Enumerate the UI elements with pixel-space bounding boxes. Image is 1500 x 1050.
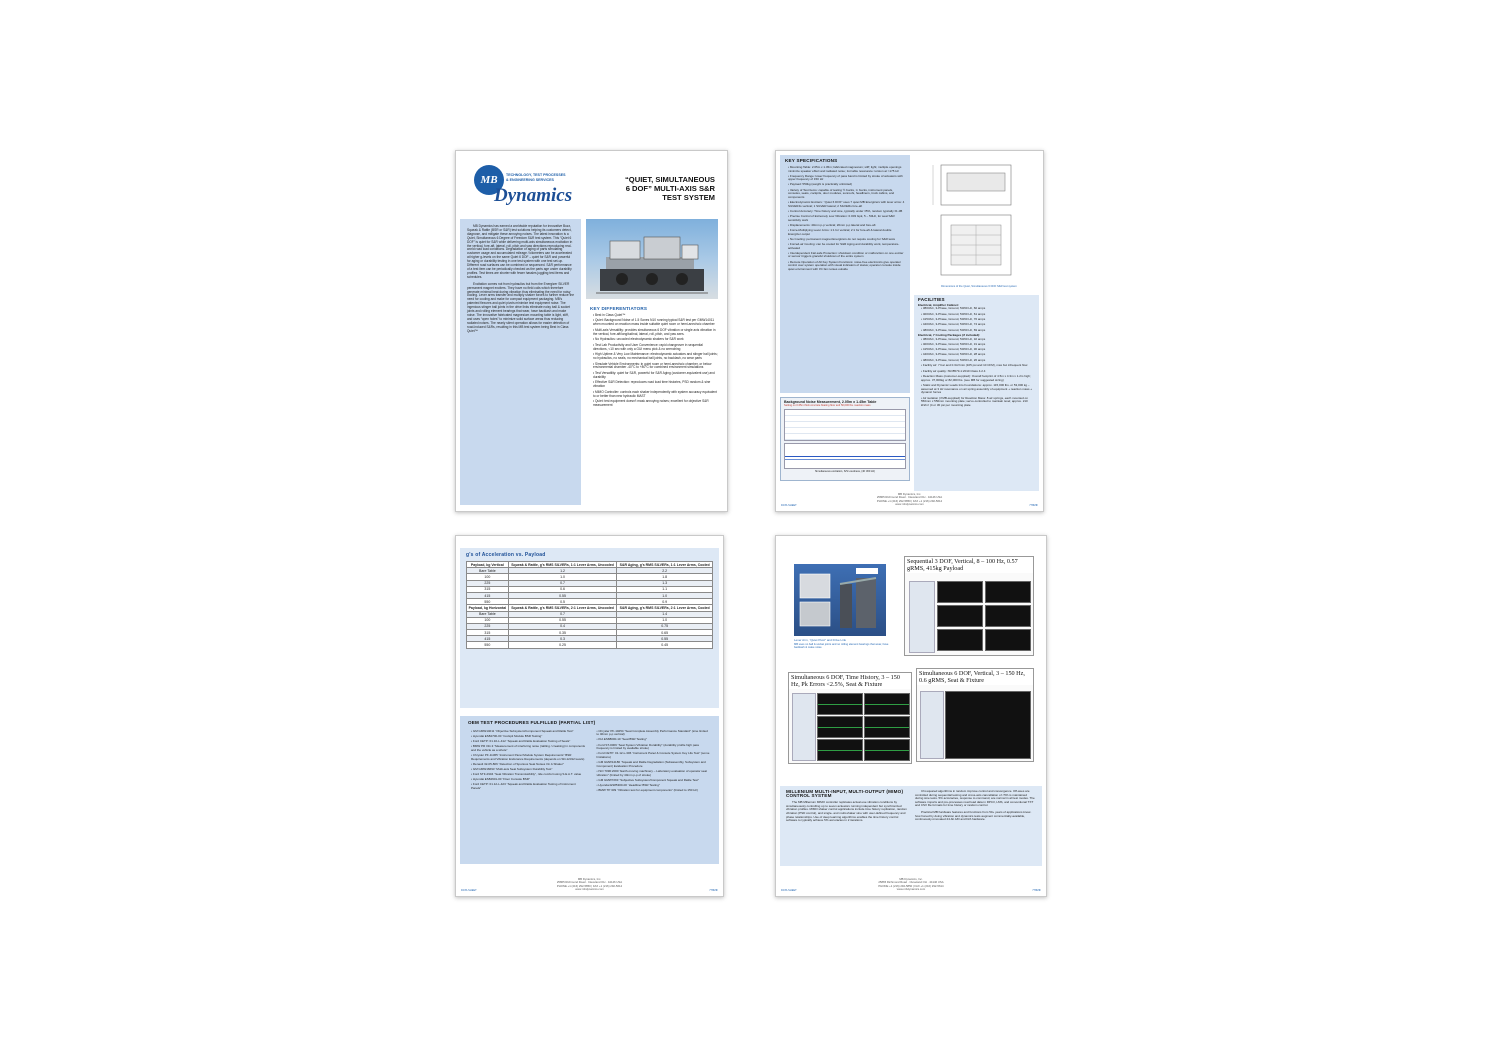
table-row: 315 0.35 0.65 <box>467 630 713 636</box>
footer-right-label: 778MIF <box>1029 504 1038 507</box>
differentiator-item: • High Uptime & Very Low Maintenance: electrodynamic actuators and stinger ball joints; no hydraulics, no seals, no mechanical ball joints, no backlash, no wear parts <box>593 352 718 361</box>
footer-company: MB Dynamics, Inc. <box>899 876 923 881</box>
facilities-header: FACILITIES <box>918 297 945 302</box>
noise-subtitle: Setting on 0.65m thick concrete floating floor and 50,000 lbs. reaction mass <box>784 404 871 407</box>
title-line-2: 6 DOF” MULTI-AXIS S&R <box>625 184 715 193</box>
oem-item: • GM GMW7293 “Subjective Subsystem/Component Squeak and Rattle Test” <box>596 777 699 782</box>
acceleration-header: g's of Acceleration vs. Payload <box>466 552 546 558</box>
differentiator-item: • Simulate Vehicle Environments: in quiet room or hemi-anechoic chamber, or below environmental chamber -40°C to +80°C for combined environment simulations <box>593 361 712 370</box>
facilities-panel <box>914 295 1039 491</box>
oem-item: • Hyundai ES84601-00 “Floor Console BSR” <box>471 777 530 782</box>
page-3 <box>455 535 724 897</box>
footer-left-label: DATA SHEET <box>781 504 797 507</box>
table-row: 415 0.55 1.0 <box>467 592 713 598</box>
mimo-panel <box>780 786 1042 866</box>
footer-right-label: 778MIF <box>709 889 718 892</box>
controller-screenshot-2 <box>788 672 912 764</box>
footer-left-label: DATA SHEET <box>781 889 797 892</box>
oem-list-left <box>468 730 586 795</box>
footer-address: 25865 Richmond Road · Cleveland OH · 44146 USA <box>556 880 623 885</box>
mimo-header: MILLENIUM MULTI-INPUT, MULTI-OUTPUT (MIMO) CONTROL SYSTEM <box>786 789 904 798</box>
noise-caption: Simultaneous excitation, S/S Loudness, (4F 300 Hz) <box>814 470 876 473</box>
spec-item: • Electrodynamic Exciters: “Quiet 6 DOF” uses 7 quiet MB Energizers with lever arms: 4 SILVER4s vertical; 1 SILVER lateral; 2 SILVERs fore-aft <box>788 200 905 208</box>
table-row: 225 0.4 0.75 <box>467 623 713 629</box>
differentiator-item: • Quiet: test equipment doesn't mask annoying noises; excellent for objective S&R measurement <box>593 399 709 408</box>
intro-paragraph-1: MB Dynamics has earned a worldwide reputation for innovative Buzz, Squeak & Rattle (BSR or S&R) test solutions helping its customers detect, diagnose, and mitigate these annoying noises. The latest innovation is a Quiet, Simultaneous 6 Degree of Freedom S&R test system. This “Quiet 6 DOF” is quiet for S&R while delivering multi-axis simultaneous excitation in the vertical, fore-aft, lateral, roll, pitch and yaw directions reproducing real-world road load conditions. Degradation or aging of parts simulating customer usage and accumulated mileage / kilometers can be accelerated at higher g-levels on the same Quiet 6 DOF – quiet for S&R and powerful for aging or durability testing in one test system with one test set-up. Different road surfaces can be combined or sequenced. S&R performance of a test item can be periodically checked as the parts age under durability profiles. Test times are shorter with fewer hassles juggling test items and schedules. <box>467 224 573 279</box>
facility-other-list <box>918 364 1035 407</box>
spec-item: • Displacements: 40mm p-p vertical; 20mm p-p lateral and fore-aft <box>788 222 876 227</box>
oem-item: • Ford CETP: 01.12-L-306 “Instrument Panel & Console System Key Life Test” (some limitations) <box>596 751 710 759</box>
oem-item: • BMW TP 309 “Vibration test for equipment components” (limited to 150 Hz) <box>596 788 698 793</box>
spec-item: • Force-Multiplying Lever Arms: 1:1 for vertical; 2:1 for fore-aft & lateral double Energizer output <box>788 227 892 236</box>
oem-item: • Hyundai ES85300-00 “Headliner BSR Testing” <box>596 782 660 787</box>
mimo-paragraph-1: The MB Millenium MIMO controller replicates actual-use vibration conditions by simultaneously controlling up to seven actuators running independent but synchronized vibration profiles. MIMO shaker control applications include time history replication, random vibration (PSD control), and single- and multi-shaker sine with user-defined frequency and phase relationships. Use of deep learning algorithms enables the time history control software to typically achieve 5% accuracies in 2 iterations. <box>786 800 907 823</box>
differentiators-header: KEY DIFFERENTIATORS <box>590 306 648 311</box>
lever-arm-photo <box>794 564 886 636</box>
spec-list <box>785 166 905 271</box>
test-system-photo <box>586 219 718 299</box>
dimension-drawing <box>921 159 1033 287</box>
spec-item: • Remote Operation of All Key System Functions: noise-free electronics give operator control over system operation with visual indicators of status; operator console inside quiet environment with I²C fan noises outside <box>788 259 901 271</box>
table-row: Bare Table 0.7 1.4 <box>467 611 713 617</box>
oem-columns <box>468 730 711 795</box>
table-row: 100 0.55 1.0 <box>467 617 713 623</box>
footer-phone: PHONE +1 (216) 292-5850 | FAX +1 (216) 292-5614 <box>556 883 623 888</box>
screenshot-2-title: Simultaneous 6 DOF, Time History, 3 – 150 Hz, Pk Errors <2.5%, Seat & Fixture <box>789 673 911 689</box>
controller-screenshot-1 <box>904 556 1034 656</box>
differentiator-item: • Best in Class Quiet™ <box>593 312 626 317</box>
vertical-acceleration-table <box>466 561 713 649</box>
footer-company: MB Dynamics, Inc. <box>577 876 602 881</box>
key-differentiators <box>590 307 718 410</box>
mimo-right-column <box>915 790 1036 823</box>
facility-item: • Facility air: 7 bar and 0.3m³/min (105 psi and 10 CFM), max but infrequent flow <box>921 363 1028 368</box>
oem-header: OEM TEST PROCEDURES FULFILLED (PARTIAL LIST) <box>468 720 596 725</box>
page-2 <box>775 150 1044 512</box>
facility-item: • 415VAC, 3-Phase, Ground, 50/60 Hz, 76 amps <box>921 317 986 321</box>
shaker-rig-illustration <box>586 219 718 299</box>
differentiator-list <box>590 314 718 408</box>
mimo-paragraph-3: Practical MB hardware features and functions from 50+ years of applications know-how honed by doing vibration and dynamics tests augment commercially-available, continuously-innovated 24-bit A/D and D/A hardware. <box>915 809 1032 822</box>
facility-item: • 380VAC, 3-Phase, Ground, 50/60 Hz, 32 amps <box>921 336 986 341</box>
oem-item: • Ford STF-2904 “Seat Vibration Transmissibility”, ride comfort using S.E.A.T. value <box>471 772 582 777</box>
facility-item: • Facility air quality: ISO8573-1:2010 Class 4.2.4 <box>921 368 986 373</box>
page-4 <box>775 535 1047 897</box>
column-header: Payload, kg Vertical <box>467 562 509 568</box>
mimo-columns <box>786 790 1036 823</box>
oem-item: • Hyundai ES84700-00 “Cockpit Module BSR Testing” <box>471 733 543 738</box>
facility-item: • 400VAC, 3-Phase, Ground, 50/60 Hz, 61 amps <box>921 311 986 316</box>
amp-cabinet-list <box>918 307 1035 332</box>
cooling-packages-label: Electrical, 7 Cooling Packages (if included): <box>918 332 981 337</box>
footer-web[interactable]: www.mbdynamics.com <box>575 887 604 892</box>
oem-item: • Chrysler PF-11365 “Instrument Panel Module System Requirements” BSR Requirements and Vibration Endurance Requirements (depends on SD-12312 levels) <box>471 752 585 761</box>
column-header: Payload, kg Horizontal <box>467 605 509 611</box>
logo-tagline-1: TECHNOLOGY, TEST PROCESSES <box>506 173 566 177</box>
page-footer <box>776 878 1046 892</box>
oem-item: • BMW PR 311.3 “Measurement of interfering noise (rattling / creaking) in components and the vehicle as a whole” <box>471 744 586 752</box>
intro-paragraph-2: Excitation comes not from hydraulics but from the Energizer SILVER permanent magnet exciters. They have no field coils which therefore generate minimal heat during vibration thus eliminating the need for noisy cooling. Lever arms transfer and multiply shaker forces to further reduce the need for cooling and make for compact equipment packaging. MB's patented flexures and quiet pivots minimize test equipment noise. The ingenious stinger ball joints in the drive links eliminate noisy ball & socket joints and rolling element bearings that wear, have backlash and make noise. The innovative fabricated magnesium mounting table is light, stiff, and uses “open holes” to minimize solid surface areas thus reducing radiated noises. The nearly silent operation allows for easier detection of road-induced S&Rs, resulting in this MB test system being Best in Class Quiet™ <box>467 281 575 333</box>
mb-dynamics-logo <box>474 165 589 213</box>
differentiator-item: • No Hydraulics: uncooled electrodynamic shakers for S&R work <box>593 337 684 342</box>
spec-item: • Precise Control of Extremely Low Vibration: 0.003 Gpk, 5 – 50Hz, for seat S&R sensitivity work <box>788 214 895 222</box>
spec-item: • Variety of Test Items: capable of testing ½ bucks, ¾ bucks, instrument panels, consoles, seats, cockpits, door modules, sunroofs, headliners, truck cabins, and components <box>788 187 895 199</box>
spec-item: • Interdependent Fail-safe Protection: shutdown condition or malfunction on one exciter or sensor triggers graceful shutdown of the entire system <box>788 250 904 259</box>
footer-address: 25865 Richmond Road · Cleveland OH · 44146 USA <box>876 495 943 500</box>
spec-item: • Control Accuracy: Time history and sine, typically under ±5%, random typically ±1 dB <box>788 208 903 213</box>
facility-item: • 380VAC, 3-Phase, Ground, 50/60 Hz, 60 amps <box>921 306 986 311</box>
footer-phone: PHONE +1 (216) 292-5850 | FAX +1 (216) 292-5614 <box>878 883 944 888</box>
logo-tagline-2: & ENGINEERING SERVICES <box>506 178 554 182</box>
cad-drawing <box>921 159 1033 287</box>
spec-item: • Mounting Table: 2.05m x 1.45m; fabricated magnesium; stiff; light; multiple openings minimize speaker effect and radiated noise; 1st table resonance: torsion at >175 Hz <box>788 164 902 173</box>
footer-right-label: 778MIF <box>1032 889 1041 892</box>
oem-item: • ISO 7096:2000 “Earth-moving machinery – Laboratory evaluation of operator seat vibration” (limited by 40mm p-p of stroke) <box>596 768 707 777</box>
oem-procedures-panel <box>460 716 719 864</box>
facility-item: • 480VAC, 3-Phase, Ground, 50/60 Hz, 69 amps <box>921 327 986 332</box>
screenshot-1-title: Sequential 3 DOF, Vertical, 8 – 100 Hz, 0.57 gRMS, 415kg Payload <box>905 557 1033 573</box>
photo-subcaption: MB uses no ball & socket joints and no rolling element bearings that wear, have backlash & make noise <box>794 643 889 650</box>
footer-web[interactable]: www.mbdynamics.com <box>896 887 926 892</box>
differentiator-item: • Test Lab Productivity and User Convenience: rapid changeover in sequential directions, <10 sec with only a GUI menu pick & no wrenching <box>593 342 703 351</box>
differentiator-item: • MIMO Controller: controls each shaker independently with system accuracy equivalent to or better than new hydraulic MAST <box>593 389 717 398</box>
screenshot-3-title: Simultaneous 6 DOF, Vertical, 3 – 150 Hz, 0.6 gRMS, Seat & Fixture <box>917 669 1033 685</box>
table-row: 225 0.7 1.3 <box>467 580 713 586</box>
controller-screenshot-3 <box>916 668 1034 762</box>
column-header: S&R Aging, g's RMS SILVERs, 2:1 Lever Arms, Cooled <box>617 605 713 611</box>
spec-item: • Forced-air Cooling: can be cooled for S&R Aging and durability work, temperature-activated <box>788 241 900 250</box>
oem-item: • GM GMW14011 “Objective Subsystem/Component Squeak and Rattle Test” <box>471 728 574 733</box>
page-title <box>625 175 715 202</box>
oem-item: • Chrysler PF-10254 “Seat Complete Assembly Performance Standard” (sine limited to 40mm p-p vertical) <box>596 728 708 737</box>
title-line-1: “QUIET, SIMULTANEOUS <box>625 175 715 184</box>
page-footer <box>776 493 1043 507</box>
mimo-paragraph-2: Chi-squared algorithms in random improve control and convergence. Off-axes are controlled during sequential testing and cross-axis cancellation of <5% is maintained during sine tests. 5% accuracies, response to command, are normal in all test modes. The software imports and pre-processes road load data in RPC3, LMS, and conventional TXT and CSV file formats for time history or random control. <box>915 789 1035 808</box>
specifications-header: KEY SPECIFICATIONS <box>785 158 838 163</box>
spec-item: • Payload: 550kg (weight is practically unlimited) <box>788 182 853 187</box>
oem-item: • GM GMW16693 “Multi-axis Seat Subsystem Durability Test” <box>471 766 553 771</box>
facility-item: • Static and Dynamic Loads Into Foundations: approx. 115,000 lbs. or 53,000 kg – assumed at 3 Hz resonance on air spring assembly of equipment + reaction mass + dynamic forces <box>921 383 1033 395</box>
column-header: Squeak & Rattle, g's RMS SILVERs, 1:1 Lever Arms, Uncooled <box>508 562 617 568</box>
noise-table <box>784 409 906 441</box>
cooling-packages-list <box>918 338 1035 363</box>
key-specifications <box>780 155 910 393</box>
spec-item: • Frequency Range: lower frequency of pass band is limited by stroke of actuators with upper frequency of 150 Hz <box>788 173 903 182</box>
noise-title: Background Noise Measurement, 2.05m x 1.45m Table <box>784 400 877 404</box>
table-row: 550 0.25 0.45 <box>467 642 713 648</box>
table-row: 100 1.0 1.8 <box>467 574 713 580</box>
spec-item: • No Cooling: permanent magnet Energizers do not require cooling for S&R tests <box>788 236 895 241</box>
table-row: 415 0.3 0.55 <box>467 636 713 642</box>
drawing-caption: Dimensions of the Quiet, Simultaneous 6 DOF S&R test system <box>941 285 1017 288</box>
logo-mark: MB <box>474 165 504 195</box>
facility-item: • Air isolation (if MB-supplied) for Reaction Mass: 8 air springs, each mounted on 550mm x 550mm mounting plate; servo-controlled to maintain level; approx. 210 kN/m² (4 or 30 psi per mounting plate <box>921 395 1028 408</box>
table-row: Bare Table 1.2 2.2 <box>467 568 713 574</box>
page-footer <box>456 878 723 892</box>
facility-item: • 480VAC, 3-Phase, Ground, 50/60 Hz, 26 amps <box>921 357 986 362</box>
facility-item: • Reaction Mass (customer-supplied): Overall footprint of 4.5m x 4.3m x 1.2m high; approx. 37,000kg or 82,000 lbs. (see MB for suggested sizing) <box>921 374 1031 382</box>
facility-item: • 440VAC, 3-Phase, Ground, 50/60 Hz, 74 amps <box>921 322 986 327</box>
facility-item: • 415VAC, 3-Phase, Ground, 50/60 Hz, 30 amps <box>921 347 986 352</box>
noise-plot <box>784 443 906 469</box>
footer-left-label: DATA SHEET <box>461 889 477 892</box>
title-line-3: TEST SYSTEM <box>662 193 715 202</box>
oem-item: • Renault 32-05-806 “Detection of Spurious Seat Noises On A Shaker” <box>471 761 564 766</box>
column-header: S&R Aging, g's RMS SILVERs, 1:1 Lever Arms, Cooled <box>617 562 713 568</box>
oem-item: • Ford ST-0009 “Seat System Vibration Durability” (durability profile high pass frequency is limited by available stroke) <box>596 742 700 751</box>
photo-caption: Lever Arm, “Quiet Pivot” and Drive Link <box>794 638 847 642</box>
acceleration-panel <box>460 548 719 708</box>
page-1 <box>455 150 728 512</box>
lever-arm-illustration <box>794 564 886 636</box>
intro-column <box>460 219 581 505</box>
oem-item: • KIA ES88000-10 “Seat BSR Testing” <box>596 737 647 742</box>
differentiator-item: • Effective S&R Detection: reproduces road load time histories, PSD random & sine vibration <box>593 380 711 389</box>
facility-item: • 440VAC, 3-Phase, Ground, 50/60 Hz, 28 amps <box>921 352 986 357</box>
mimo-left-column <box>786 790 907 823</box>
differentiator-item: • Quiet: Background Noise of 1.5 Sones N10 running typical S&R test per GMW14011 when mounted on reaction mass inside suitable quiet room or hemi-anechoic chamber <box>593 318 715 327</box>
footer-phone: PHONE +1 (216) 292-5850 | FAX +1 (216) 292-5614 <box>876 498 943 503</box>
footer-web[interactable]: www.mbdynamics.com <box>895 502 924 507</box>
facility-item: • 400VAC, 3-Phase, Ground, 50/60 Hz, 31 amps <box>921 341 986 346</box>
oem-item: • Ford CETP: 01.10-L-412 “Squeak and Rattle Evaluation Testing of Seats” <box>471 738 571 743</box>
column-header: Squeak & Rattle, g's RMS SILVERs, 2:1 Lever Arms, Uncooled <box>508 605 617 611</box>
noise-measurement-panel <box>780 397 910 481</box>
differentiator-item: • Test Versatility: quiet for S&R, powerful for S&R Aging (customer-equivalent use) and durability <box>593 370 715 379</box>
footer-address: 25865 Richmond Road · Cleveland OH · 44146 USA <box>878 880 944 885</box>
logo-name: Dynamics <box>494 185 573 206</box>
oem-item: • Ford CETP: 01.12-L-423 “Squeak and Rattle Evaluation Testing of Instrument Panels” <box>471 782 576 791</box>
footer-company: MB Dynamics, Inc. <box>897 491 922 496</box>
table-row: 315 0.6 1.1 <box>467 586 713 592</box>
differentiator-item: • Multi-axis Versatility: provides simultaneous 6 DOF vibration or single axis vibration in the vertical, fore-aft/longitudinal, lateral, roll, pitch, and yaw axes. <box>593 327 716 336</box>
oem-item: • GM GMW14186 “Squeak and Rattle Degradation (Subassembly, Subsystem and Component) Evaluation Procedure <box>596 760 706 768</box>
table-row: 550 0.5 0.9 <box>467 599 713 605</box>
amp-cabinet-label: Electrical, Amplifier Cabinet: <box>918 302 959 307</box>
oem-list-right <box>594 730 712 795</box>
